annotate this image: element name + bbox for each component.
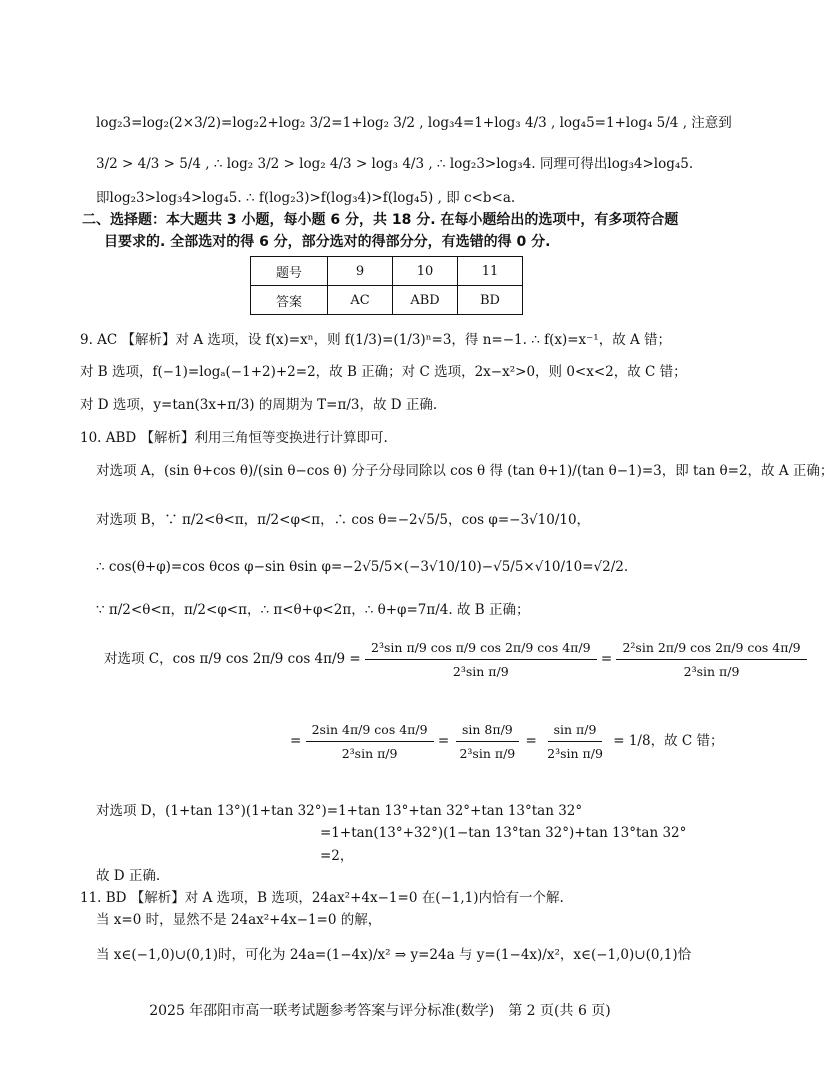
q9-line-1: 9. AC 【解析】对 A 选项，设 f(x)=xⁿ，则 f(1/3)=(1/3)ⁿ=3，得 n=−1. ∴ f(x)=x⁻¹，故 A 错； <box>80 332 672 348</box>
answer-cell: ABD <box>393 286 458 315</box>
equals-sign: = <box>600 651 613 667</box>
q10-option-d-step3: =2， <box>320 848 354 864</box>
denominator: 2³sin π/9 <box>683 664 740 679</box>
page-footer: 2025 年邵阳市高一联考试题参考答案与评分标准(数学) 第 2 页(共 6 页) <box>149 1003 611 1019</box>
q11-line-2: 当 x=0 时，显然不是 24ax²+4x−1=0 的解， <box>96 912 382 928</box>
q10-option-c-lead: 对选项 C，cos π/9 cos 2π/9 cos 4π/9 = <box>104 651 361 667</box>
table-row <box>251 257 523 286</box>
table-header-label: 题号 <box>251 257 328 286</box>
section-two-heading: 二、选择题：本大题共 3 小题，每小题 6 分，共 18 分. 在每小题给出的选项中，有多项符合题 <box>82 212 679 228</box>
q10-option-d: 对选项 D，(1+tan 13°)(1+tan 32°)=1+tan 13°+tan 32°+tan 13°tan 32° <box>96 803 583 819</box>
q10-option-d-step2: =1+tan(13°+32°)(1−tan 13°tan 32°)+tan 13°tan 32° <box>320 825 687 841</box>
fraction <box>616 640 806 679</box>
option-c-result: = 1/8，故 C 错； <box>613 733 724 749</box>
answer-cell: BD <box>458 286 523 315</box>
q10-option-c <box>104 640 807 679</box>
denominator: 2³sin π/9 <box>452 664 509 679</box>
numerator: 2²sin 2π/9 cos 2π/9 cos 4π/9 <box>616 640 806 660</box>
q10-option-c-cont <box>290 722 723 761</box>
table-row <box>251 286 523 315</box>
numerator: 2³sin π/9 cos π/9 cos 2π/9 cos 4π/9 <box>365 640 597 660</box>
table-answer-label: 答案 <box>251 286 328 315</box>
fraction <box>306 722 434 761</box>
q11-line-1: 11. BD 【解析】对 A 选项，B 选项，24ax²+4x−1=0 在(−1,1)内恰有一个解. <box>80 890 564 906</box>
question-number: 10 <box>393 257 458 286</box>
numerator: sin 8π/9 <box>456 722 519 742</box>
q9-line-3: 对 D 选项，y=tan(3x+π/3) 的周期为 T=π/3，故 D 正确. <box>80 397 438 413</box>
fraction <box>541 722 609 761</box>
q9-line-2: 对 B 选项，f(−1)=logₐ(−1+2)+2=2，故 B 正确；对 C 选项，2x−x²>0，则 0<x<2，故 C 错； <box>80 364 687 380</box>
question-number: 9 <box>328 257 393 286</box>
solution-line-3: 即log₂3>log₃4>log₄5. ∴ f(log₂3)>f(log₃4)>f(log₄5) , 即 c<b<a. <box>96 190 516 206</box>
q10-option-a: 对选项 A，(sin θ+cos θ)/(sin θ−cos θ) 分子分母同除以 cos θ 得 (tan θ+1)/(tan θ−1)=3，即 tan θ=2，故 A 正确； <box>96 463 833 479</box>
denominator: 2³sin π/9 <box>547 746 603 761</box>
section-two-heading-cont: 目要求的. 全部选对的得 6 分，部分选对的得部分分，有选错的得 0 分. <box>104 234 551 250</box>
q10-option-d-conclusion: 故 D 正确. <box>96 868 161 884</box>
answer-table <box>250 256 523 315</box>
equals-sign: = <box>525 733 537 749</box>
q10-line-1: 10. ABD 【解析】利用三角恒等变换进行计算即可. <box>80 430 388 446</box>
denominator: 2³sin π/9 <box>459 746 516 761</box>
denominator: 2³sin π/9 <box>341 746 398 761</box>
answer-cell: AC <box>328 286 393 315</box>
q10-option-b-calc: ∴ cos(θ+φ)=cos θcos φ−sin θsin φ=−2√5/5×(−3√10/10)−√5/5×√10/10=√2/2. <box>96 559 629 575</box>
q10-option-b-conclusion: ∵ π/2<θ<π，π/2<φ<π，∴ π<θ+φ<2π，∴ θ+φ=7π/4. 故 B 正确； <box>96 602 530 618</box>
question-number: 11 <box>458 257 523 286</box>
fraction <box>453 722 521 761</box>
equals-sign: = <box>290 733 302 749</box>
q11-line-3: 当 x∈(−1,0)∪(0,1)时，可化为 24a=(1−4x)/x² ⇒ y=24a 与 y=(1−4x)/x²，x∈(−1,0)∪(0,1)恰 <box>96 947 692 963</box>
q10-option-b: 对选项 B，∵ π/2<θ<π，π/2<φ<π，∴ cos θ=−2√5/5，cos φ=−3√10/10， <box>96 512 591 528</box>
solution-line-2: 3/2 > 4/3 > 5/4 , ∴ log₂ 3/2 > log₂ 4/3 > log₃ 4/3 , ∴ log₂3>log₃4. 同理可得出log₃4>log₄5. <box>96 156 694 172</box>
numerator: sin π/9 <box>548 722 603 742</box>
fraction <box>365 640 597 679</box>
solution-line-1: log₂3=log₂(2×3/2)=log₂2+log₂ 3/2=1+log₂ 3/2 , log₃4=1+log₃ 4/3 , log₄5=1+log₄ 5/4 , 注意到 <box>96 115 732 131</box>
equals-sign: = <box>437 733 450 749</box>
numerator: 2sin 4π/9 cos 4π/9 <box>306 722 434 742</box>
